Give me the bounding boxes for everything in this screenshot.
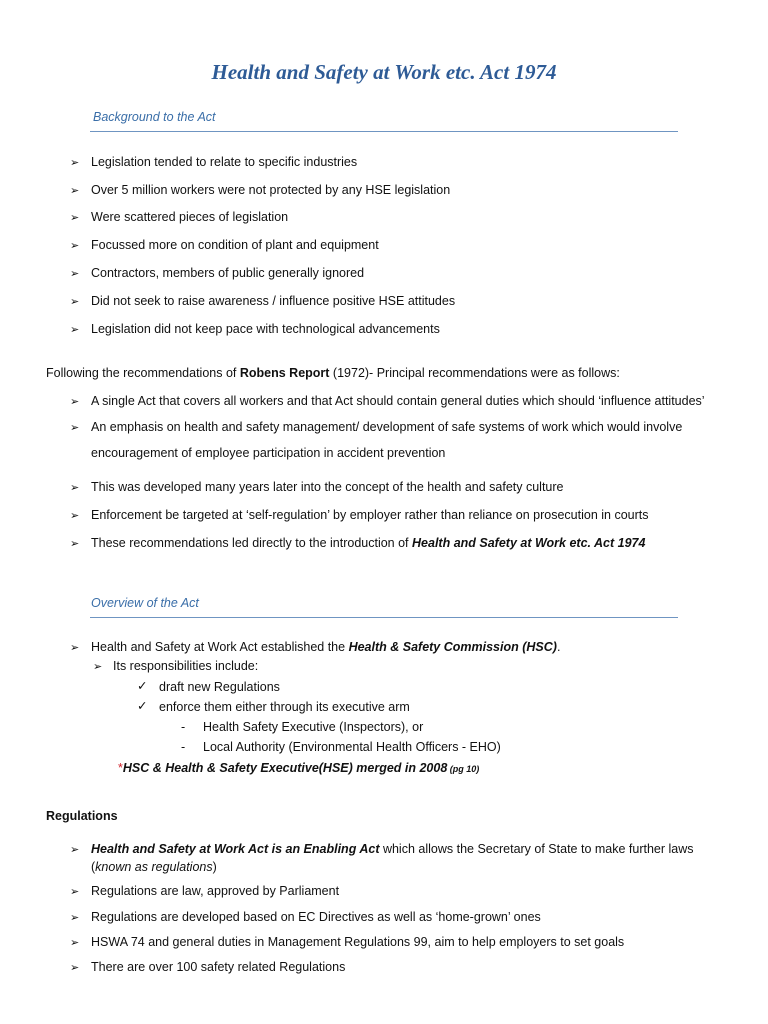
background-item: Legislation tended to relate to specific industries	[91, 155, 358, 169]
robens-item-continued: encouragement of employee participation in accident prevention	[91, 446, 446, 460]
arrow-bullet-icon: ➢	[70, 844, 80, 856]
robens-item: An emphasis on health and safety management/ development of safe systems of work which would involve	[91, 420, 683, 434]
section-heading-regulations: Regulations	[46, 809, 118, 823]
section-heading-background: Background to the Act	[93, 110, 216, 124]
responsibility-item: enforce them either through its executive arm	[159, 700, 410, 714]
background-item: Over 5 million workers were not protected by any HSE legislation	[91, 183, 451, 197]
arrow-bullet-icon: ➢	[70, 510, 80, 522]
arrow-bullet-icon: ➢	[70, 212, 80, 224]
arrow-bullet-icon: ➢	[70, 240, 80, 252]
arrow-bullet-icon: ➢	[70, 538, 80, 550]
section-heading-overview: Overview of the Act	[91, 596, 199, 610]
regulations-item: HSWA 74 and general duties in Management Regulations 99, aim to help employers to set goals	[91, 935, 625, 949]
executive-arm-item: Local Authority (Environmental Health Officers - EHO)	[203, 740, 501, 754]
overview-responsibilities: Its responsibilities include:	[113, 659, 259, 673]
regulations-item-continued: (known as regulations)	[91, 860, 217, 874]
document-title: Health and Safety at Work etc. Act 1974	[211, 60, 557, 84]
check-icon: ✓	[137, 679, 148, 693]
arrow-bullet-icon: ➢	[93, 661, 103, 673]
dash-bullet: -	[181, 720, 186, 734]
robens-intro: Following the recommendations of Robens Report (1972)- Principal recommendations were as follows:	[46, 366, 620, 380]
arrow-bullet-icon: ➢	[70, 962, 80, 974]
arrow-bullet-icon: ➢	[70, 482, 80, 494]
robens-item: Enforcement be targeted at ‘self-regulation’ by employer rather than reliance on prosecution in courts	[91, 508, 649, 522]
merger-note: *HSC & Health & Safety Executive(HSE) merged in 2008 (pg 10)	[118, 761, 480, 775]
regulations-item: There are over 100 safety related Regulations	[91, 960, 346, 974]
background-item: Did not seek to raise awareness / influence positive HSE attitudes	[91, 294, 456, 308]
section-rule	[90, 131, 678, 132]
regulations-item: Health and Safety at Work Act is an Enabling Act which allows the Secretary of State to make further laws	[91, 842, 694, 856]
robens-item: This was developed many years later into the concept of the health and safety culture	[91, 480, 564, 494]
section-rule	[90, 617, 678, 618]
arrow-bullet-icon: ➢	[70, 886, 80, 898]
arrow-bullet-icon: ➢	[70, 296, 80, 308]
arrow-bullet-icon: ➢	[70, 912, 80, 924]
robens-report-name: Robens Report	[239, 366, 330, 380]
robens-item: These recommendations led directly to the introduction of Health and Safety at Work etc. Act 1974	[91, 536, 646, 550]
executive-arm-item: Health Safety Executive (Inspectors), or	[203, 720, 424, 734]
arrow-bullet-icon: ➢	[70, 396, 80, 408]
background-item: Contractors, members of public generally ignored	[91, 266, 365, 280]
regulations-item: Regulations are law, approved by Parliament	[91, 884, 340, 898]
background-item: Focussed more on condition of plant and equipment	[91, 238, 379, 252]
dash-bullet: -	[181, 740, 186, 754]
arrow-bullet-icon: ➢	[70, 157, 80, 169]
overview-hsc: Health and Safety at Work Act established the Health & Safety Commission (HSC).	[91, 640, 561, 654]
arrow-bullet-icon: ➢	[70, 642, 80, 654]
check-icon: ✓	[137, 699, 148, 713]
arrow-bullet-icon: ➢	[70, 324, 80, 336]
responsibility-item: draft new Regulations	[159, 680, 280, 694]
arrow-bullet-icon: ➢	[70, 268, 80, 280]
arrow-bullet-icon: ➢	[70, 422, 80, 434]
background-item: Legislation did not keep pace with technological advancements	[91, 322, 440, 336]
arrow-bullet-icon: ➢	[70, 185, 80, 197]
regulations-item: Regulations are developed based on EC Directives as well as ‘home-grown’ ones	[91, 910, 541, 924]
background-item: Were scattered pieces of legislation	[91, 210, 289, 224]
arrow-bullet-icon: ➢	[70, 937, 80, 949]
robens-item: A single Act that covers all workers and that Act should contain general duties which should ‘influence attitudes’	[91, 394, 705, 408]
